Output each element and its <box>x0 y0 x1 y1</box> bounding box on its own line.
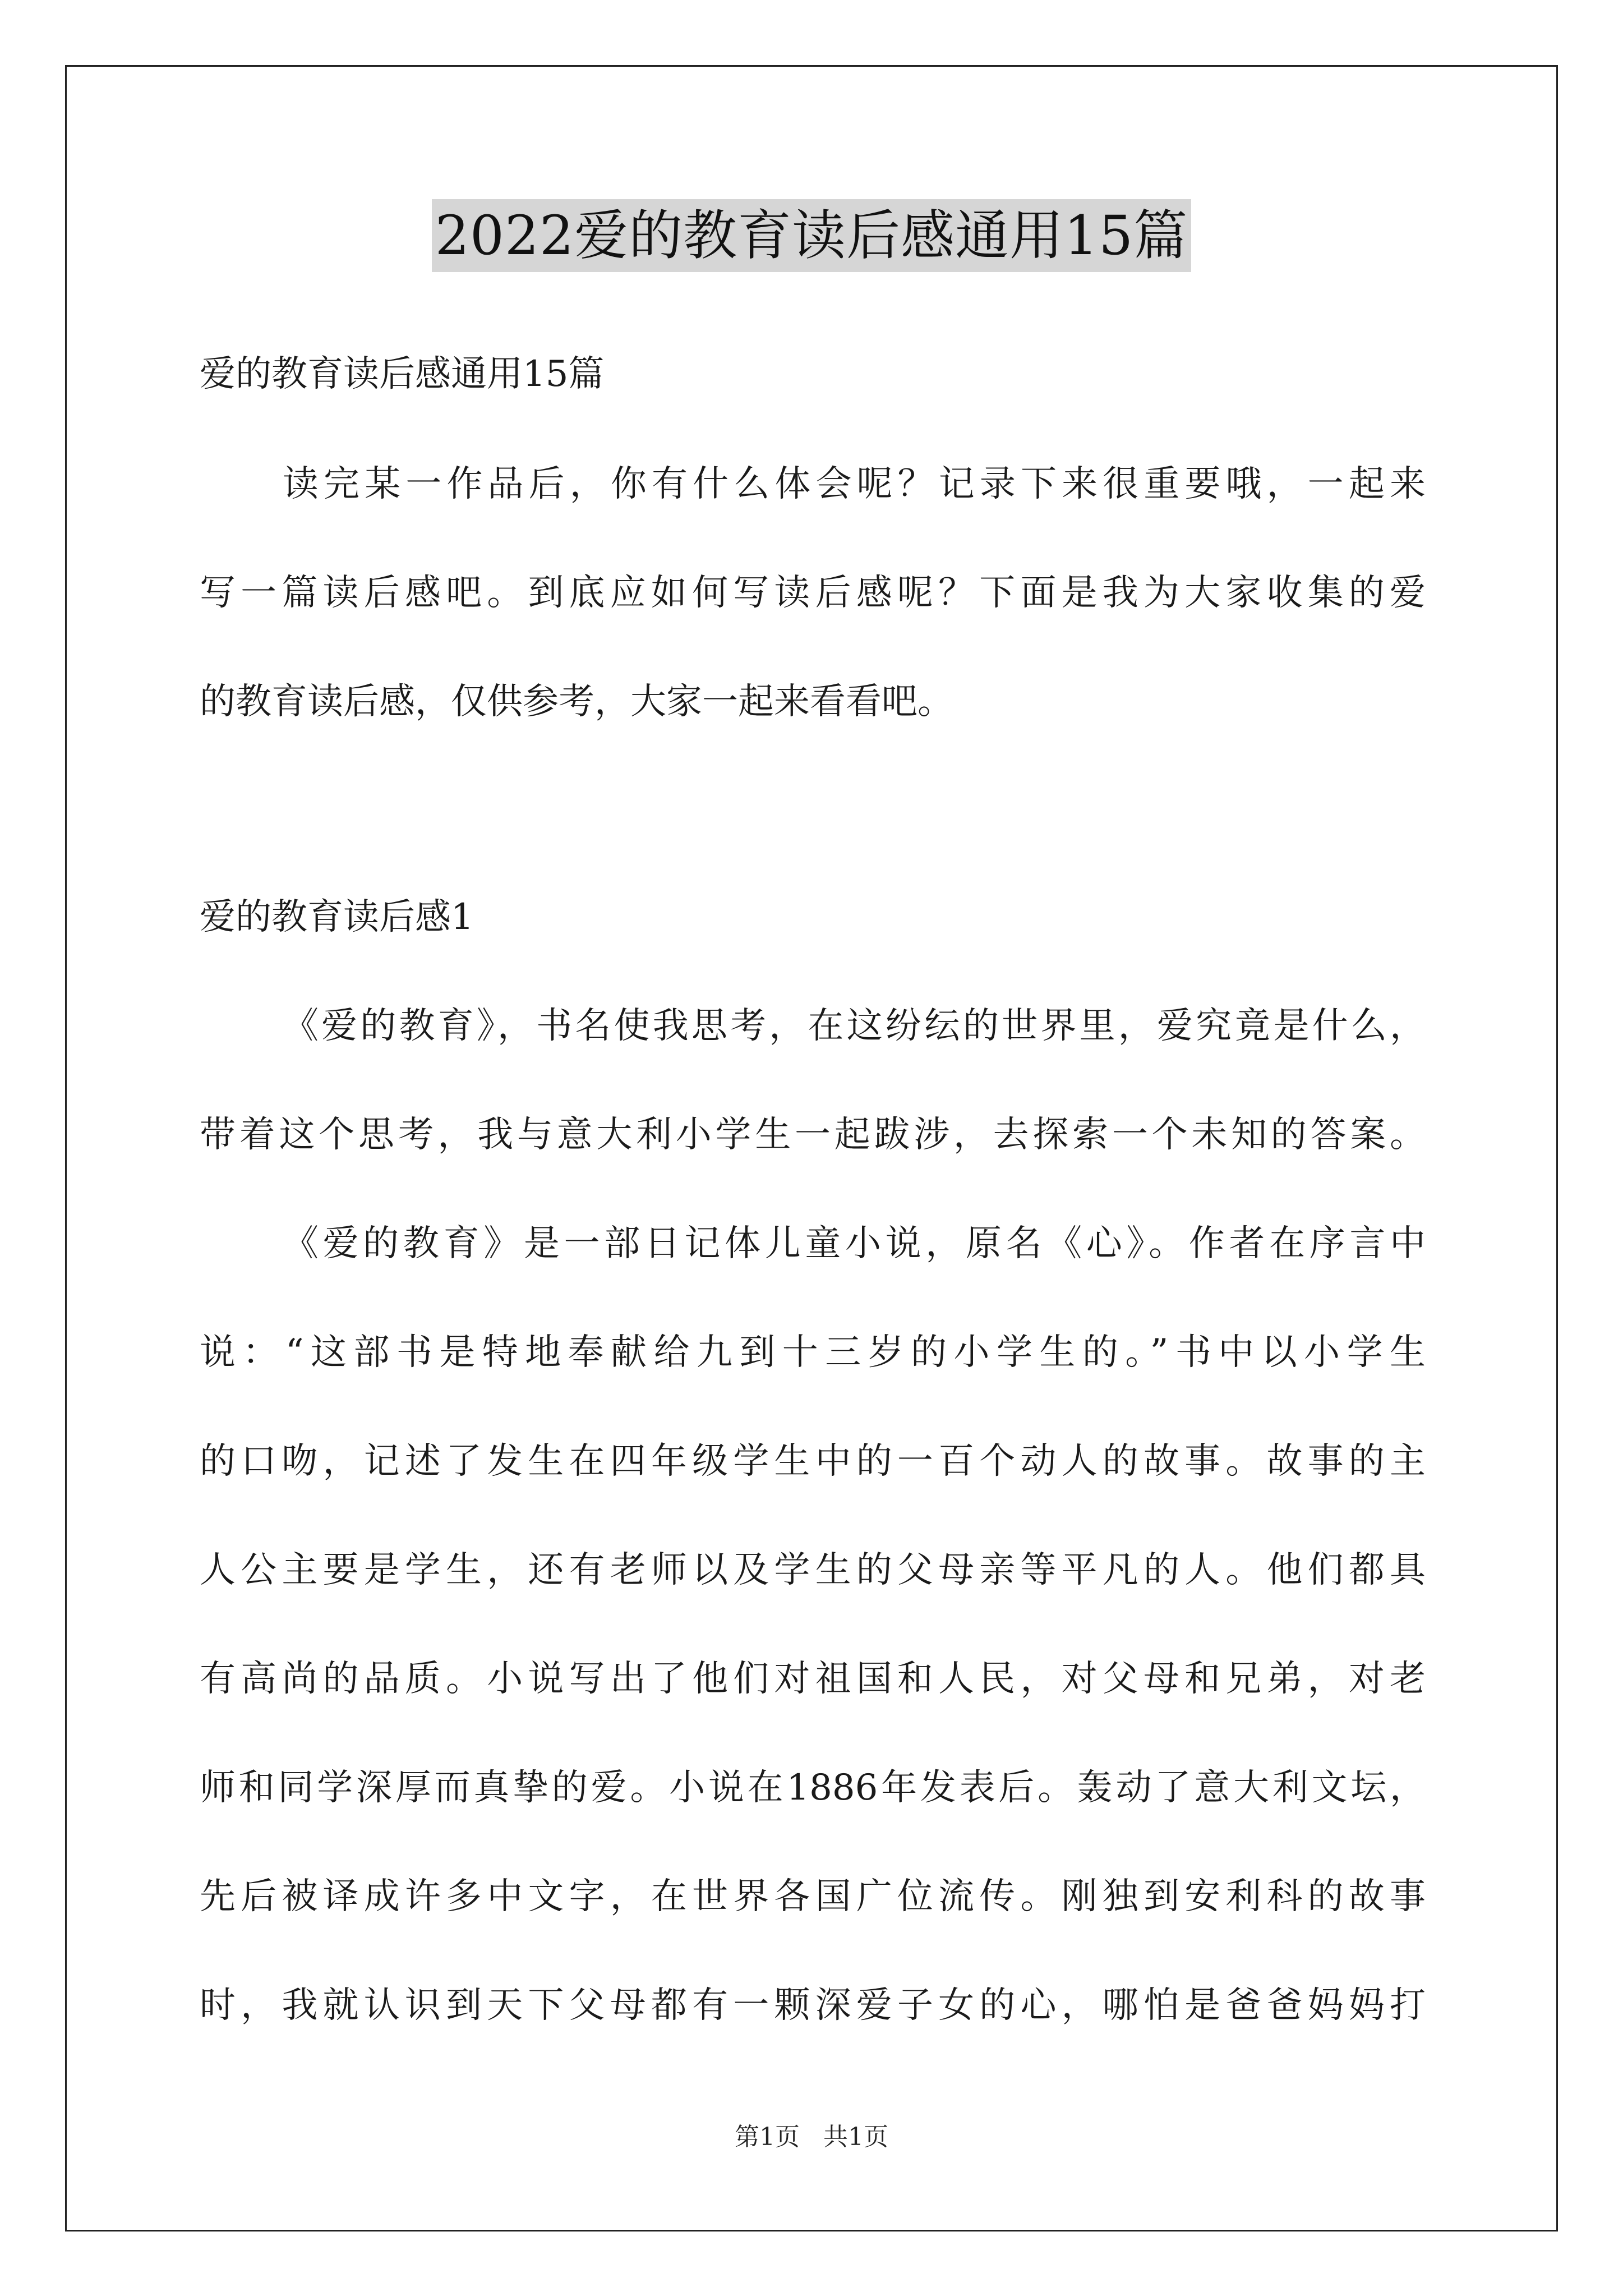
intro-line-1: 读完某一作品后，你有什么体会呢？记录下来很重要哦，一起来 <box>283 463 1426 505</box>
body-line-7: 有高尚的品质。小说写出了他们对祖国和人民，对父母和兄弟，对老 <box>200 1658 1426 1700</box>
body-line-5: 的口吻，记述了发生在四年级学生中的一百个动人的故事。故事的主 <box>200 1441 1426 1482</box>
body-line-2: 带着这个思考，我与意大利小学生一起跋涉，去探索一个未知的答案。 <box>200 1114 1426 1156</box>
body-line-6: 人公主要是学生，还有老师以及学生的父母亲等平凡的人。他们都具 <box>200 1549 1426 1591</box>
intro-line-2: 写一篇读后感吧。到底应如何写读后感呢？下面是我为大家收集的爱 <box>200 572 1426 614</box>
body-line-10: 时，我就认识到天下父母都有一颗深爱子女的心，哪怕是爸爸妈妈打 <box>200 1985 1426 2026</box>
title-container <box>0 199 1623 272</box>
section-heading: 爱的教育读后感1 <box>200 896 474 938</box>
body-line-3: 《爱的教育》是一部日记体儿童小说，原名《心》。作者在序言中 <box>283 1223 1426 1264</box>
document-subtitle: 爱的教育读后感通用15篇 <box>200 353 605 395</box>
page-footer: 第1页 共1页 <box>735 2123 888 2151</box>
body-line-4: 说：“这部书是特地奉献给九到十三岁的小学生的。”书中以小学生 <box>200 1332 1426 1373</box>
body-line-9: 先后被译成许多中文字，在世界各国广位流传。刚独到安利科的故事 <box>200 1876 1426 1917</box>
body-line-8: 师和同学深厚而真挚的爱。小说在1886年发表后。轰动了意大利文坛， <box>200 1767 1426 1809</box>
body-line-1: 《爱的教育》，书名使我思考，在这纷纭的世界里，爱究竟是什么， <box>283 1005 1426 1047</box>
document-title: 2022爱的教育读后感通用15篇 <box>432 199 1191 272</box>
intro-line-3: 的教育读后感，仅供参考，大家一起来看看吧。 <box>200 681 953 723</box>
